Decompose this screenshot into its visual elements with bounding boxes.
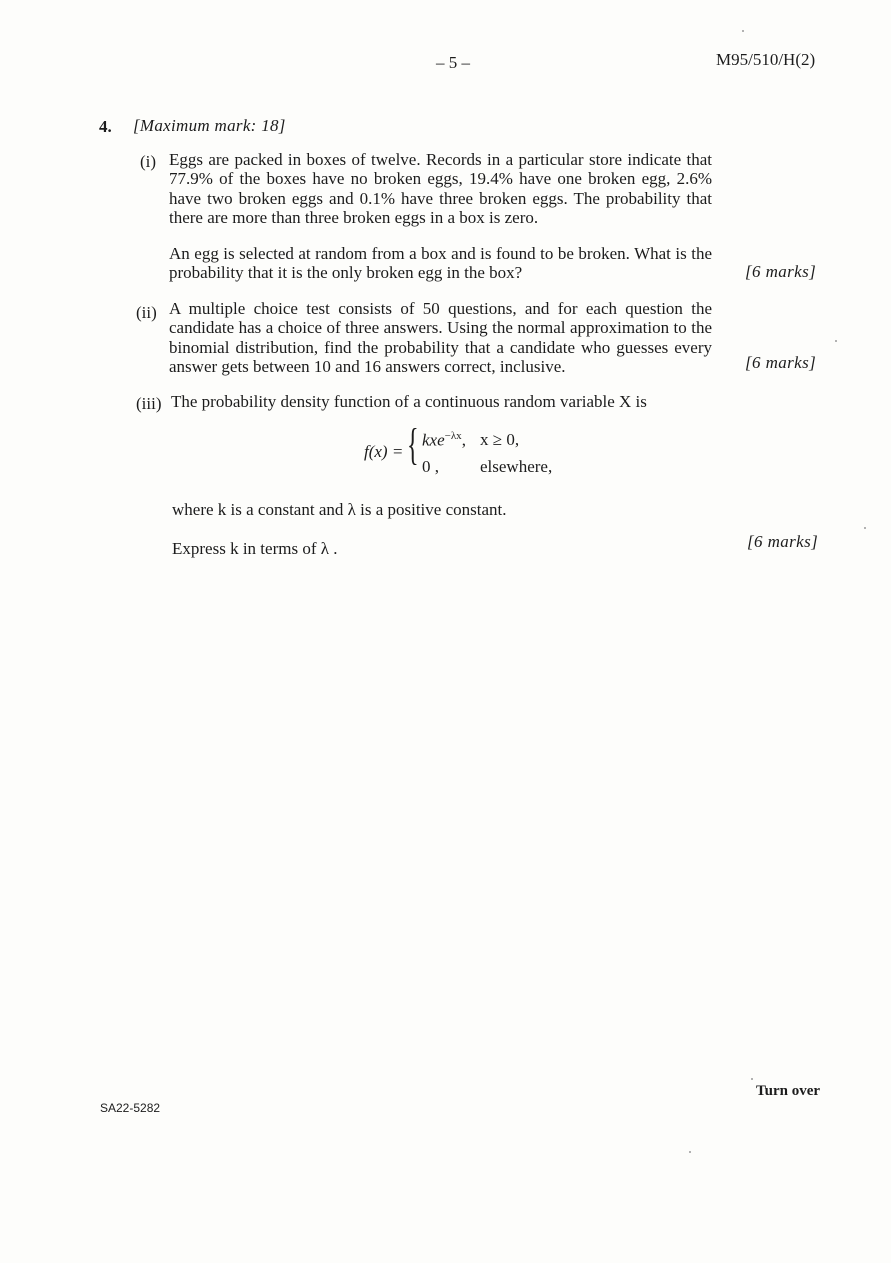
- part-i-label: (i): [140, 152, 157, 171]
- part-ii-marks: [6 marks]: [745, 353, 817, 372]
- part-i-marks: [6 marks]: [745, 262, 817, 281]
- part-iii-label: (iii): [136, 394, 162, 413]
- turn-over-label: Turn over: [756, 1083, 821, 1099]
- scan-speck: [689, 1151, 691, 1153]
- part-i-paragraph-2: An egg is selected at random from a box and is found to be broken. What is the probability that it is the only broken egg in the box?: [169, 244, 712, 283]
- footer-code: SA22-5282: [100, 1101, 161, 1115]
- scan-speck: [835, 340, 837, 342]
- formula-case-1-condition: x ≥ 0,: [480, 430, 520, 449]
- part-ii-paragraph: A multiple choice test consists of 50 questions, and for each question the candidate has a choice of three answers. Using the normal approximation to the binomial distribution, find the probability that a candidate who guesses every answer gets between 10 and 16 answers correct, inclusive.: [169, 299, 712, 376]
- question-number: 4.: [99, 117, 112, 136]
- formula-case-2-condition: elsewhere,: [480, 457, 553, 476]
- page-number: – 5 –: [436, 53, 470, 72]
- part-iii-where: where k is a constant and λ is a positive constant.: [172, 500, 507, 519]
- scan-speck: [864, 527, 866, 529]
- formula-case-1-base: kxe: [422, 430, 445, 450]
- part-iii-task: Express k in terms of λ .: [172, 539, 338, 558]
- part-iii-marks: [6 marks]: [747, 532, 819, 551]
- formula-lhs: f(x) =: [364, 442, 404, 461]
- formula-case-1-exponent: −λx: [444, 430, 462, 442]
- left-brace-symbol: {: [407, 420, 419, 469]
- scan-speck: [742, 30, 744, 32]
- part-iii-intro: The probability density function of a continuous random variable X is: [171, 392, 647, 411]
- part-i-paragraph-1: Eggs are packed in boxes of twelve. Records in a particular store indicate that 77.9% of the boxes have no broken eggs, 19.4% have one broken egg, 2.6% have two broken eggs and 0.1% have three broken eggs. The probability that there are more than three broken eggs in a box is zero.: [169, 150, 712, 227]
- question-max-mark: [Maximum mark: 18]: [133, 116, 286, 135]
- paper-code: M95/510/H(2): [716, 50, 816, 69]
- formula-case-1-expression: kxe$^{-\lambda x}$,: [422, 430, 466, 450]
- scan-speck: [751, 1078, 753, 1080]
- part-ii-label: (ii): [136, 303, 157, 322]
- formula-case-2-expression: 0 ,: [422, 457, 439, 476]
